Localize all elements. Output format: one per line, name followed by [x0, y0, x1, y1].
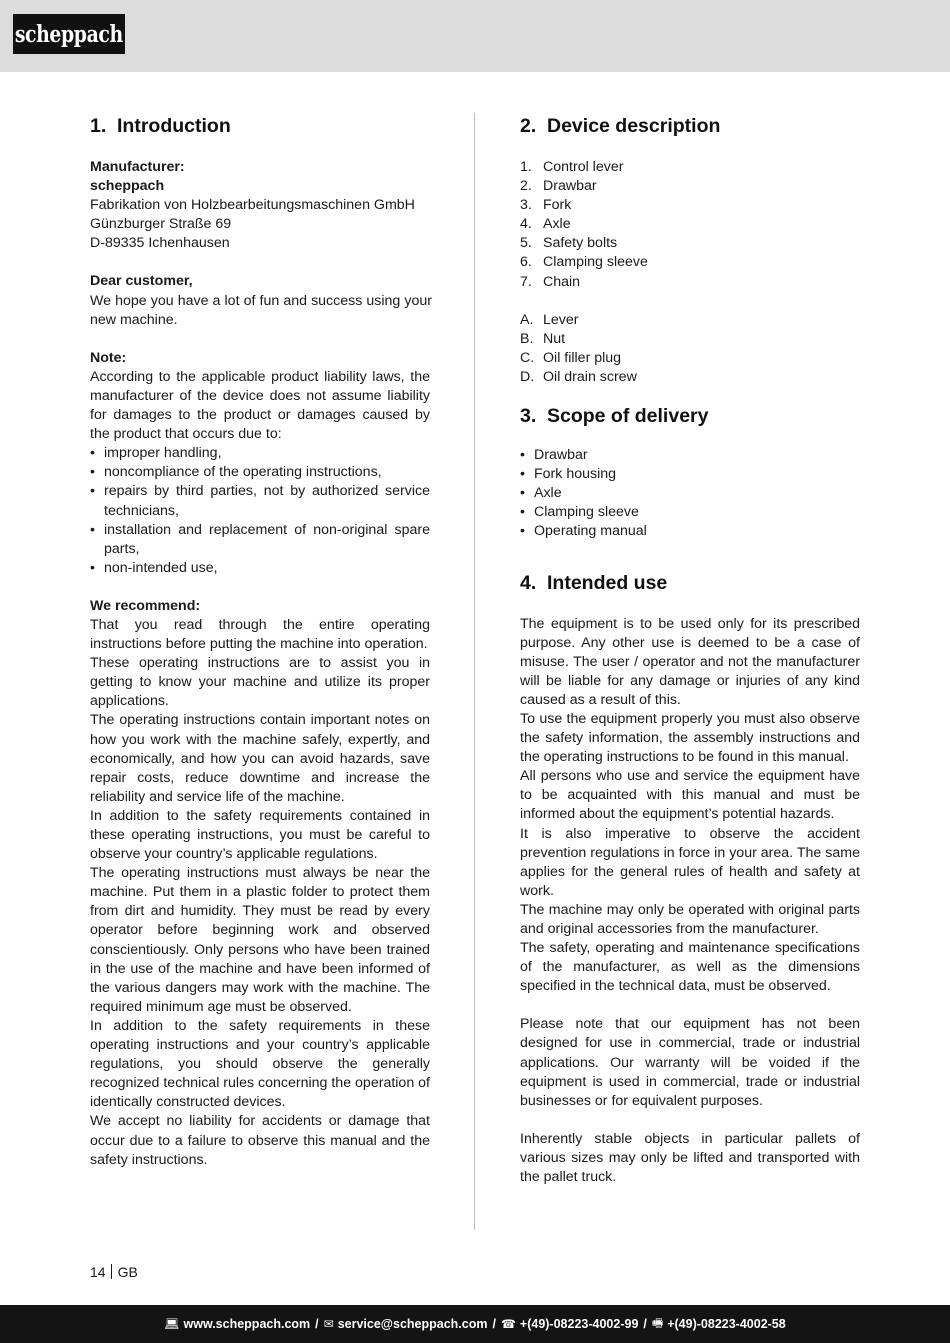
commercial-use-note: Please note that our equipment has not been designed for use in commercial, trade or industrial applications. Our warranty will be voided if the equipment is used in commercial, trade or industrial businesses or for equivalent purposes. — [520, 1016, 860, 1109]
list-item: 4. Axle — [520, 216, 571, 233]
list-item: • Operating manual — [520, 522, 860, 541]
paragraph: It is also imperative to observe the accident prevention regulations in force in your area. The same applies for the general rules of health and safety at work. — [520, 825, 860, 899]
list-item: A. Lever — [520, 311, 579, 328]
list-item: 5. Safety bolts — [520, 235, 618, 252]
telephone-icon: ☎ — [500, 1317, 516, 1331]
address-line: D-89335 Ichenhausen — [90, 235, 230, 252]
page-footer: 💻︎ www.scheppach.com / ✉︎ service@scheppach.com / ☎ +(49)-08223-4002-99 / 🖷︎ +(49)-08223-4002-58 — [0, 1305, 950, 1343]
computer-icon: 💻︎ — [164, 1317, 180, 1331]
paragraph: These operating instructions are to assist you in getting to know your machine and utilize its proper applications. — [90, 655, 430, 710]
list-item: • Drawbar — [520, 446, 860, 465]
dear-customer-label: Dear customer, — [90, 273, 193, 290]
paragraph: All persons who use and service the equipment have to be acquainted with this manual and must be informed about the equipment’s potential hazards. — [520, 768, 860, 823]
paragraph: The equipment is to be used only for its prescribed purpose. Any other use is deemed to be a case of misuse. The user / operator and not the manufacturer will be liable for any damage or injuries of any kind caused as a result of this. — [520, 615, 860, 708]
list-item: C. Oil filler plug — [520, 349, 622, 366]
list-item: • Clamping sleeve — [520, 503, 860, 522]
pallet-note: Inherently stable objects in particular pallets of various sizes may only be lifted and transported with the pallet truck. — [520, 1130, 860, 1186]
manufacturer-label: Manufacturer: — [90, 159, 185, 175]
list-item: 6. Clamping sleeve — [520, 254, 648, 271]
paragraph: In addition to the safety requirements contained in these operating instructions, you must be careful to observe your country’s applicable regulations. — [90, 807, 430, 863]
list-item: • improper handling, — [90, 444, 430, 463]
section-title-intended-use: 4. Intended use — [520, 571, 668, 594]
list-item: • Axle — [520, 484, 860, 503]
note-label: Note: — [90, 349, 127, 366]
fax-icon: 🖷︎ — [651, 1315, 664, 1330]
footer-website[interactable]: www.scheppach.com — [183, 1317, 311, 1331]
recommend-block — [90, 597, 430, 1170]
dear-customer-text: We hope you have a lot of fun and success using your new machine. — [90, 292, 432, 328]
address-line: Fabrikation von Holzbearbeitungsmaschinen GmbH — [90, 197, 415, 214]
list-item: • installation and replacement of non-original spare parts, — [90, 521, 430, 559]
page-number-value: 14 — [90, 1264, 106, 1280]
paragraph: In addition to the safety requirements in these operating instructions and your country’s applicable regulations, you should observe the generally recognized technical rules concerning the operation of identically constructed devices. — [90, 1017, 430, 1111]
recommend-label: We recommend: — [90, 597, 201, 614]
scope-list — [520, 446, 860, 541]
manufacturer-block — [90, 158, 430, 253]
device-letter-list — [520, 311, 860, 387]
page-header — [0, 0, 950, 72]
list-item: 3. Fork — [520, 197, 572, 214]
list-item: 7. Chain — [520, 273, 581, 290]
paragraph: We accept no liability for accidents or damage that occur due to a failure to observe this manual and the safety instructions. — [90, 1113, 430, 1168]
left-column — [90, 114, 430, 1170]
dear-customer-block — [90, 272, 430, 329]
paragraph: The machine may only be operated with original parts and original accessories from the manufacturer. — [520, 901, 860, 937]
section-title-introduction: 1. Introduction — [90, 115, 231, 137]
list-item: B. Nut — [520, 330, 566, 347]
section-title-device-description: 2. Device description — [520, 115, 721, 137]
device-parts-list — [520, 158, 860, 292]
list-item: 2. Drawbar — [520, 178, 597, 195]
intended-use-block — [520, 615, 860, 997]
list-item: • Fork housing — [520, 465, 860, 484]
paragraph: To use the equipment properly you must also observe the safety information, the assembly instructions and the operating instructions to be found in this manual. — [520, 710, 860, 766]
footer-email[interactable]: service@scheppach.com — [337, 1317, 488, 1331]
list-item: • non-intended use, — [90, 559, 430, 578]
note-list — [90, 444, 430, 578]
paragraph: The operating instructions must always be near the machine. Put them in a plastic folder to protect them from dirt and humidity. They must be read by every operator before beginning work and observed conscientiously. Only persons who have been trained in the use of the machine and have been informed of the various dangers may work with the machine. The required minimum age must be observed. — [90, 865, 430, 1015]
paragraph: The safety, operating and maintenance specifications of the manufacturer, as well as the dimensions specified in the technical data, must be observed. — [520, 940, 860, 995]
section-title-scope-of-delivery: 3. Scope of delivery — [520, 405, 709, 428]
envelope-icon: ✉︎ — [323, 1317, 334, 1331]
list-item: • noncompliance of the operating instructions, — [90, 463, 430, 482]
list-item: • repairs by third parties, not by authorized service technicians, — [90, 482, 430, 520]
scheppach-logo: scheppach — [13, 14, 125, 54]
right-column — [520, 114, 860, 1187]
manufacturer-name: scheppach — [90, 178, 165, 195]
page-language: GB — [117, 1264, 138, 1280]
address-line: Günzburger Straße 69 — [90, 216, 232, 233]
page-number — [90, 1264, 138, 1280]
note-text: According to the applicable product liability laws, the manufacturer of the device does not assume liability for damages to the product or damages caused by the product that occurs due to: — [90, 368, 430, 443]
paragraph: The operating instructions contain important notes on how you work with the machine safely, expertly, and economically, and how you can avoid hazards, save repair costs, reduce downtime and increase the reliability and service life of the machine. — [90, 712, 430, 805]
footer-fax: +(49)-08223-4002-58 — [667, 1317, 786, 1331]
list-item: D. Oil drain screw — [520, 368, 637, 385]
column-divider — [474, 113, 475, 1230]
paragraph: That you read through the entire operating instructions before putting the machine into operation. — [90, 616, 430, 653]
list-item: 1. Control lever — [520, 159, 624, 175]
note-block — [90, 349, 430, 578]
footer-phone[interactable]: +(49)-08223-4002-99 — [519, 1317, 639, 1331]
